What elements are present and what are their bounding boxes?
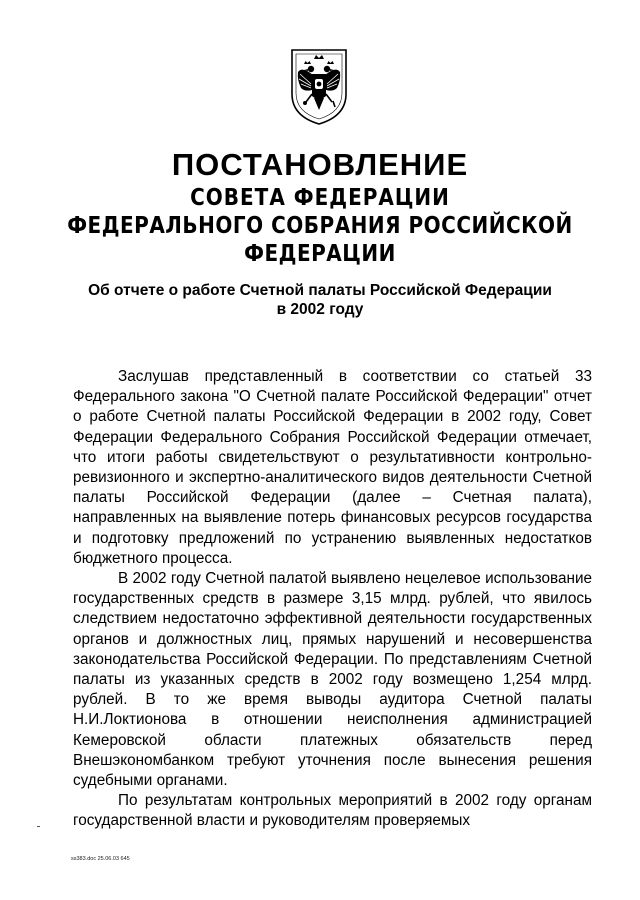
body-paragraph: Заслушав представленный в соответствии со статьей 33 Федерального закона "О Счетной палате Российской Федерации" отчет о работе Счетной палаты Российской Федерации в 2002 году, Совет Федерации Федерального Собрания Российской Федерации отмечает, что итоги работы свидетельствуют о результативности контрольно-ревизионного и экспертно-аналитического видов деятельности Счетной палаты Российской Федерации (далее – Счетная палата), направленных на выявление потерь финансовых ресурсов государства и подготовку предложений по устранению выявленных недостатков бюджетного процесса. [73, 368, 592, 567]
document-body [73, 367, 592, 832]
subject-line-1: Об отчете о работе Счетной палаты Российской Федерации [88, 282, 552, 299]
resolution-subject [60, 281, 580, 319]
file-reference: ss383.doc 25.06.03 645 [71, 856, 130, 862]
body-paragraph: По результатам контрольных мероприятий в 2002 году органам государственной власти и руководителям проверяемых [73, 792, 592, 830]
document-subtitle-council: СОВЕТА ФЕДЕРАЦИИ [190, 183, 450, 211]
subject-line-2: в 2002 году [276, 301, 364, 318]
document-subtitle-assembly: ФЕДЕРАЛЬНОГО СОБРАНИЯ РОССИЙСКОЙ ФЕДЕРАЦИИ [67, 211, 573, 267]
coat-of-arms-icon [284, 44, 354, 126]
document-title: ПОСТАНОВЛЕНИЕ [171, 147, 469, 182]
margin-mark [37, 826, 40, 827]
body-paragraph: В 2002 году Счетной палатой выявлено нецелевое использование государственных средств в размере 3,15 млрд. рублей, что явилось следствием недостаточно эффективной деятельности государственных органов и должностных лиц, прямых нарушений и несовершенства законодательства Российской Федерации. По представлениям Счетной палаты из указанных средств в 2002 году возмещено 1,254 млрд. рублей. В то же время выводы аудитора Счетной палаты Н.И.Локтионова в отношении неисполнения администрацией Кемеровской области платежных обязательств перед Внешэкономбанком требуют уточнения после вынесения решения судебными органами. [73, 570, 592, 790]
